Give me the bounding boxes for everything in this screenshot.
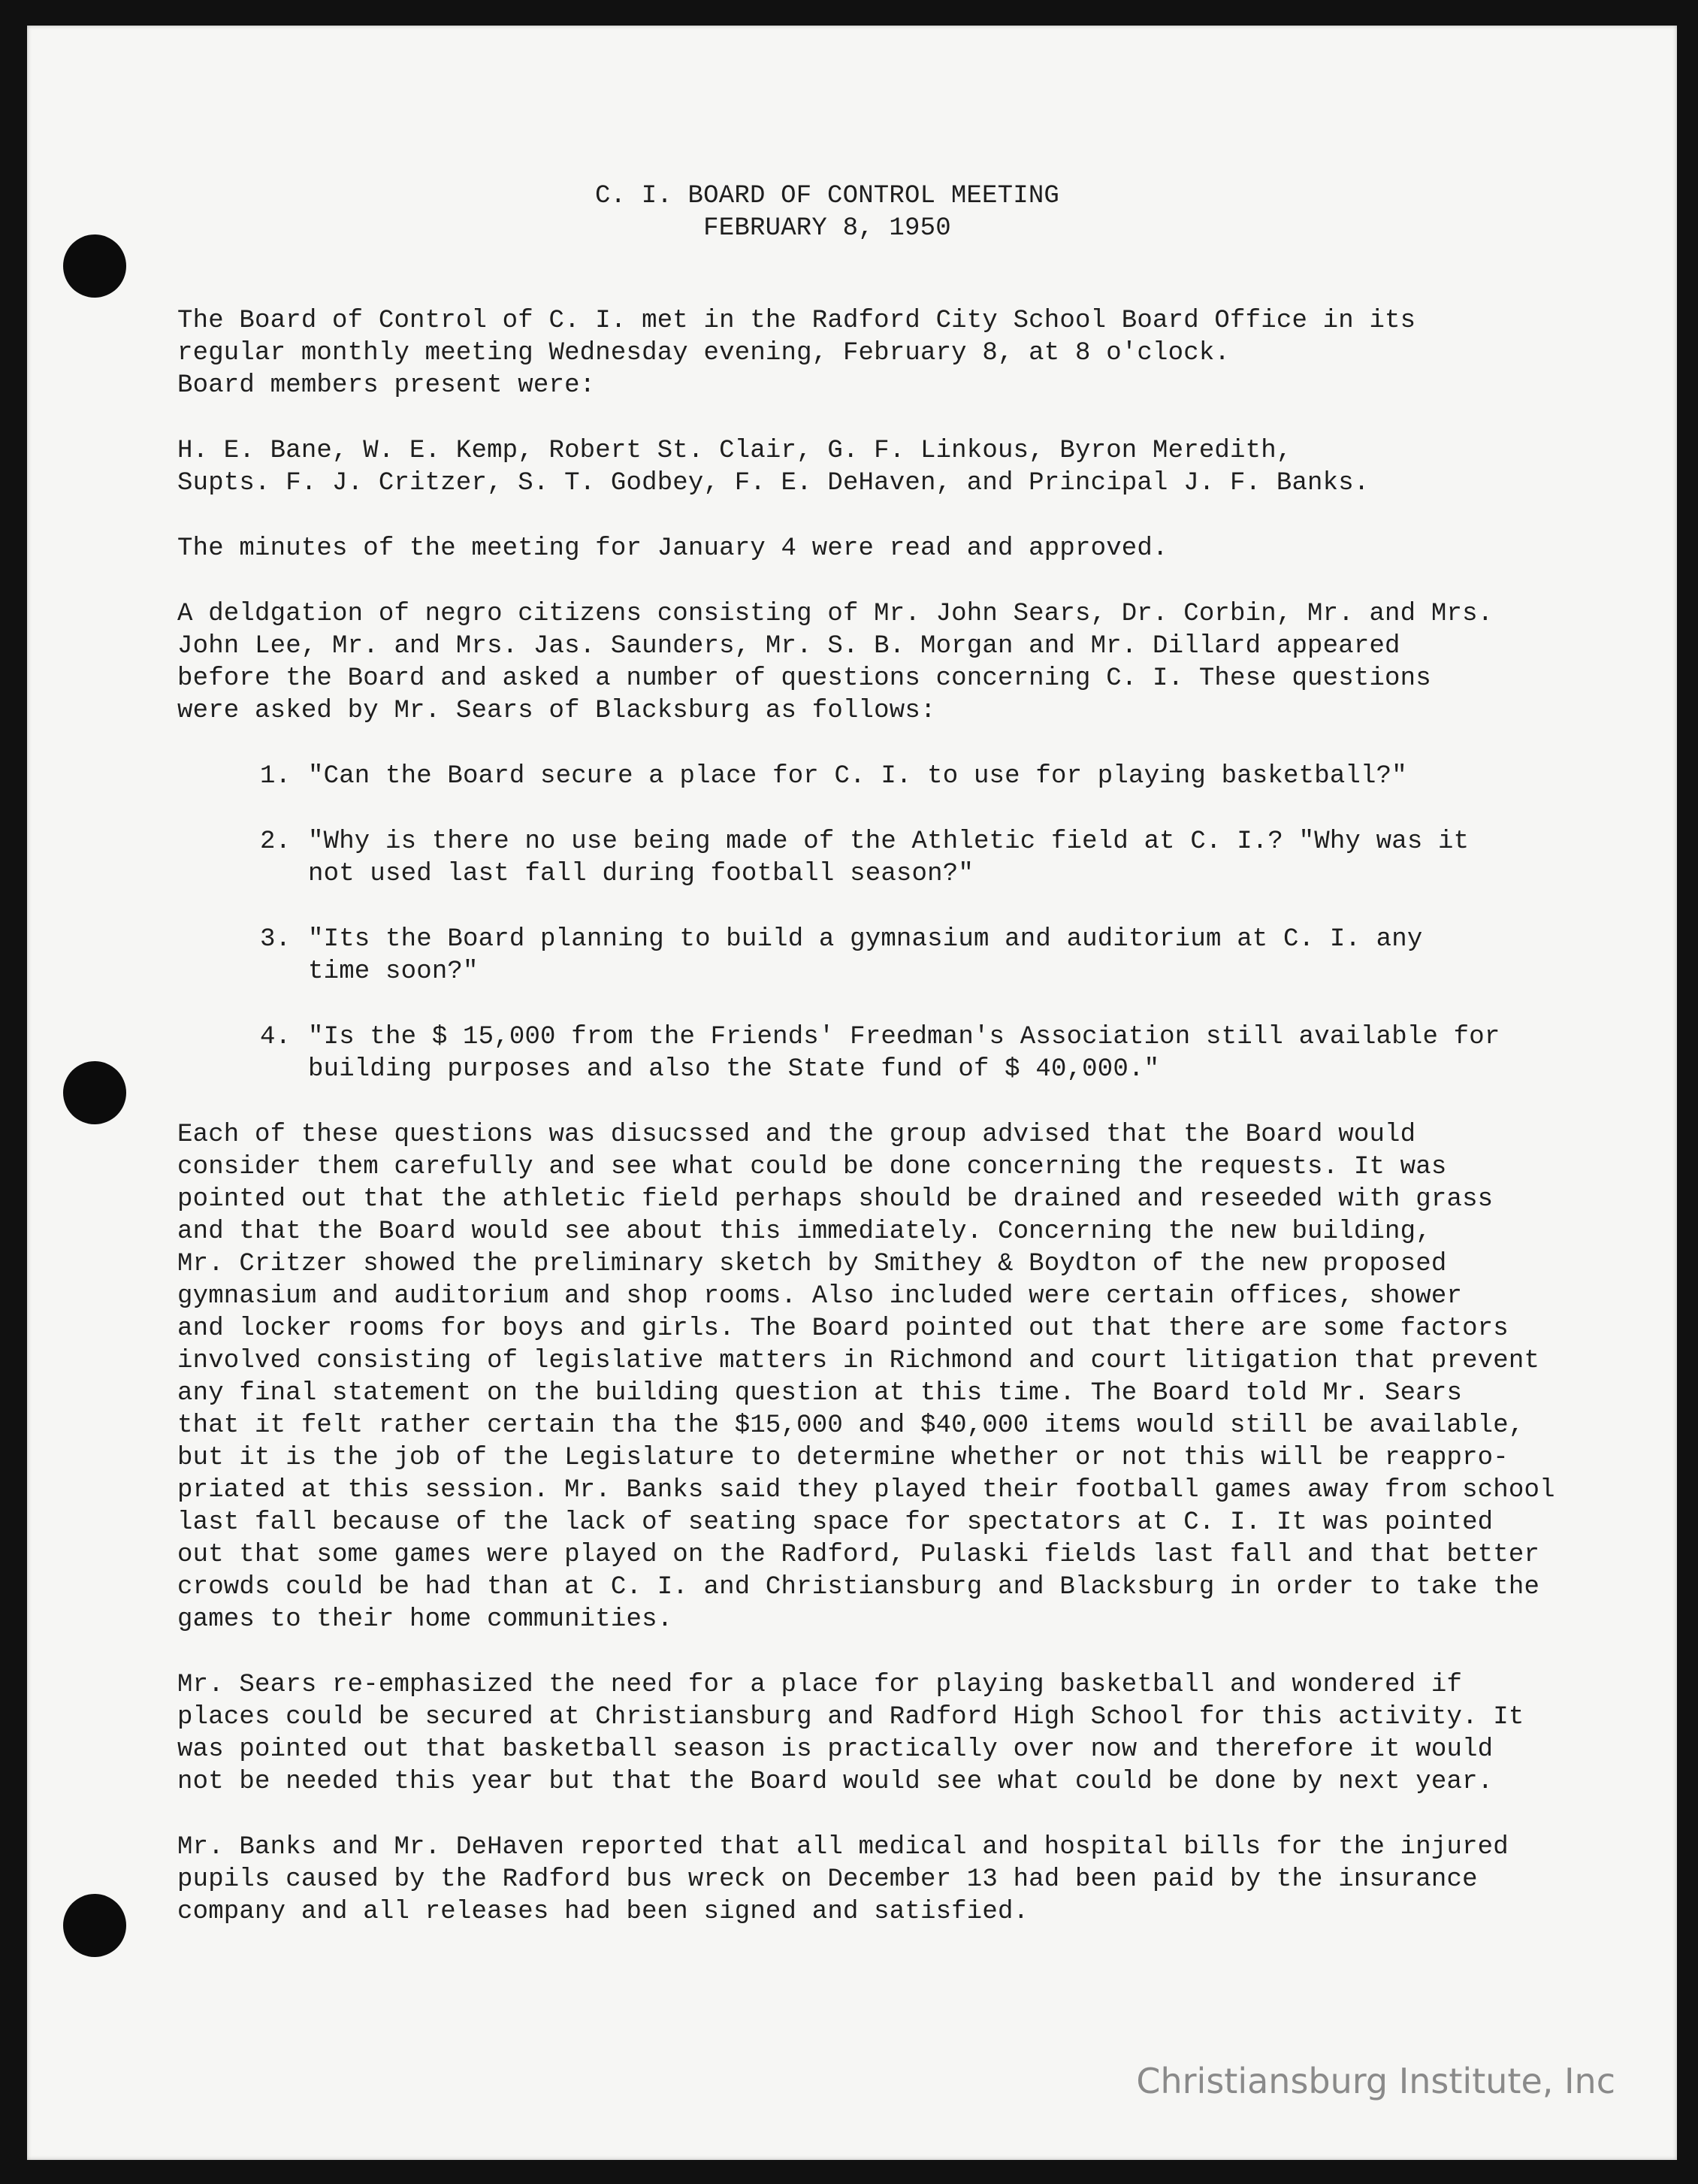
paragraph-discussion: Each of these questions was disucssed and the group advised that the Board would consider them carefully and see what could be done concerning the requests. It was pointed out that the athletic field perhaps should be drained and reseeded with grass and that the Board would see about this immediately. Concerning the new building, Mr. Critzer showed the preliminary sketch by Smithey & Boydton of the new proposed gymnasium and auditorium and shop rooms. Also included were certain offices, shower and locker rooms for boys and girls. The Board pointed out that there are some factors involved consisting of legislative matters in Richmond and court litigation that prevent any final statement on the building question at this time. The Board told Mr. Sears that it felt rather certain tha the $15,000 and $40,000 items would still be available, but it is the job of the Legislature to determine whether or not this will be reappro- priated at this session. Mr. Banks said they played their football games away from school last fall because of the lack of seating space for spectators at C. I. It was pointed out that some games were played on the Radford, Pulaski fields last fall and that better crowds could be had than at C. I. and Christiansburg and Blacksburg in order to take the games to their home communities.	[177, 1121, 1555, 1634]
question-number: 2.	[260, 827, 292, 856]
punch-hole-middle	[63, 1061, 126, 1124]
document-body	[177, 180, 1650, 1962]
list-item	[260, 924, 1650, 988]
paragraph-minutes: The minutes of the meeting for January 4 were read and approved.	[177, 534, 1168, 563]
title-line-1: C. I. BOARD OF CONTROL MEETING	[594, 182, 1060, 210]
punch-hole-bottom	[63, 1894, 126, 1957]
watermark-text: Christiansburg Institute, Inc	[1136, 2061, 1615, 2101]
question-text: "Its the Board planning to build a gymnasium and auditorium at C. I. any time soon?"	[308, 925, 1423, 986]
question-text: "Can the Board secure a place for C. I. to use for playing basketball?"	[308, 762, 1407, 791]
question-number: 3.	[260, 925, 292, 954]
question-number: 1.	[260, 762, 292, 791]
list-item	[260, 826, 1650, 891]
paragraph-members: H. E. Bane, W. E. Kemp, Robert St. Clair, G. F. Linkous, Byron Meredith, Supts. F. J. Critzer, S. T. Godbey, F. E. DeHaven, and Principal J. F. Banks.	[177, 437, 1370, 498]
title-line-2: FEBRUARY 8, 1950	[703, 214, 951, 243]
punch-hole-top	[63, 234, 126, 298]
paragraph-intro: The Board of Control of C. I. met in the Radford City School Board Office in its regular monthly meeting Wednesday evening, February 8, at 8 o'clock. Board members present were:	[177, 307, 1416, 400]
question-text: "Is the $ 15,000 from the Friends' Freedman's Association still available for building purposes and also the State fund of $ 40,000."	[308, 1023, 1500, 1084]
paragraph-delegation: A deldgation of negro citizens consisting of Mr. John Sears, Dr. Corbin, Mr. and Mrs. John Lee, Mr. and Mrs. Jas. Saunders, Mr. S. B. Morgan and Mr. Dillard appeared before the Board and asked a number of questions concerning C. I. These questions were asked by Mr. Sears of Blacksburg as follows:	[177, 600, 1494, 725]
question-number: 4.	[260, 1023, 292, 1051]
question-text: "Why is there no use being made of the Athletic field at C. I.? "Why was it not used last fall during football season?"	[308, 827, 1470, 888]
paragraph-basketball: Mr. Sears re-emphasized the need for a place for playing basketball and wondered if places could be secured at Christiansburg and Radford High School for this activity. It was pointed out that basketball season is practically over now and therefore it would not be needed this year but that the Board would see what could be done by next year.	[177, 1671, 1524, 1796]
list-item	[260, 761, 1650, 793]
document-title	[177, 180, 1477, 245]
list-item	[260, 1021, 1650, 1086]
paragraph-bus-wreck: Mr. Banks and Mr. DeHaven reported that all medical and hospital bills for the injured pupils caused by the Radford bus wreck on December 13 had been paid by the insurance company and all releases had been signed and satisfied.	[177, 1833, 1509, 1926]
question-list	[177, 761, 1650, 1086]
